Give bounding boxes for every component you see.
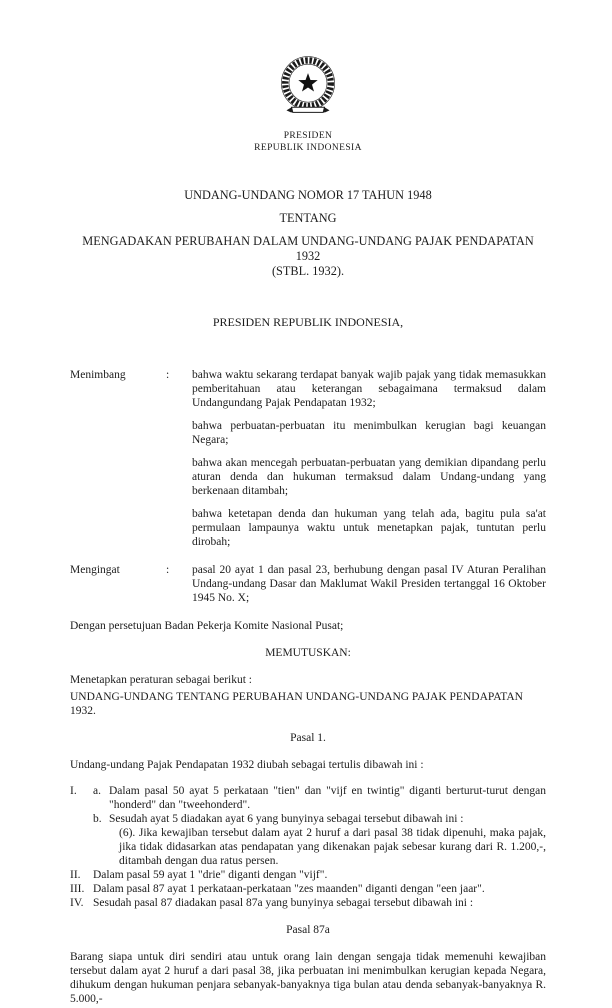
list-item-text: Dalam pasal 87 ayat 1 perkataan-perkataan "zes maanden" diganti dengan "een jaar". [93, 883, 485, 896]
memutuskan-heading: MEMUTUSKAN: [265, 647, 351, 660]
menimbang-item: bahwa perbuatan-perbuatan itu menimbulkan kerugian bagi keuangan Negara; [192, 419, 546, 446]
sub-item-body [109, 812, 546, 868]
title-line-tentang: TENTANG [279, 211, 337, 226]
pasal1-list [70, 784, 546, 910]
list-item-numeral: IV. [70, 897, 84, 910]
mengingat-label: Mengingat [70, 563, 120, 576]
document-title-block [70, 188, 546, 279]
menimbang-item: bahwa ketetapan denda dan hukuman yang telah ada, bagitu pula sa'at permulaan lampaunya waktu untuk menetapkan pajak, tuntutan perlu dirobah; [192, 507, 546, 548]
list-item-text: Sesudah pasal 87 diadakan pasal 87a yang bunyinya sebagai tersebut dibawah ini : [93, 897, 474, 910]
letterhead-presiden: PRESIDEN [283, 131, 333, 141]
agreement-line: Dengan persetujuan Badan Pekerja Komite Nasional Pusat; [70, 620, 344, 632]
title-line-stbl: (STBL. 1932). [271, 264, 345, 279]
menimbang-body [192, 368, 546, 549]
sub-item-label: b. [93, 813, 102, 826]
list-item-numeral: II. [70, 869, 81, 882]
pasal87a-heading: Pasal 87a [286, 924, 330, 937]
sub-item-text: Dalam pasal 50 ayat 5 perkataan "tien" dan "vijf en twintig" diganti berturut-turut dengan "honderd" dan "tweehonderd". [109, 785, 546, 812]
letterhead-republik: REPUBLIK INDONESIA [254, 142, 362, 153]
list-item-text: Dalam pasal 59 ayat 1 "drie" diganti dengan "vijf". [93, 869, 328, 882]
salutation: PRESIDEN REPUBLIK INDONESIA, [212, 315, 404, 330]
mengingat-text: pasal 20 ayat 1 dan pasal 23, berhubung dengan pasal IV Aturan Peralihan Undang-undang Dasar dan Maklumat Wakil Presiden tertanggal 16 Oktober 1945 No. X; [192, 563, 546, 604]
list-item-numeral: III. [70, 883, 85, 896]
list-item-body [93, 784, 546, 868]
sub-item-label: a. [93, 785, 101, 798]
law-title-line: UNDANG-UNDANG TENTANG PERUBAHAN UNDANG-UNDANG PAJAK PENDAPATAN 1932. [70, 691, 523, 718]
mengingat-body [192, 563, 546, 605]
menimbang-label: Menimbang [70, 368, 126, 381]
mengingat-section [70, 563, 546, 605]
list-item [70, 784, 546, 868]
sub-item-text: Sesudah ayat 5 diadakan ayat 6 yang bunyinya sebagai tersebut dibawah ini : [109, 813, 464, 826]
pasal1-intro: Undang-undang Pajak Pendapatan 1932 diubah sebagai tertulis dibawah ini : [70, 759, 424, 772]
list-item [70, 896, 546, 910]
menetapkan-line: Menetapkan peraturan sebagai berikut : [70, 674, 253, 687]
list-item [70, 882, 546, 896]
menimbang-section [70, 368, 546, 549]
sub-item [93, 784, 546, 812]
sub-item-clause: (6). Jika kewajiban tersebut dalam ayat 2 huruf a dari pasal 38 tidak dipenuhi, maka pajak, jika tidak didasarkan atas pendapatan yang dikenakan pajak sebesar kurang dari R. 1.200,-, ditambah dengan dua ratus persen. [119, 827, 546, 868]
menimbang-item: bahwa waktu sekarang terdapat banyak wajib pajak yang tidak memasukkan pemberitahuan atau keterangan sebagaimana termaksud dalam Undangundang Pajak Pendapatan 1932; [192, 368, 546, 409]
mengingat-colon: : [166, 563, 170, 576]
star-wreath-emblem-icon [270, 46, 346, 128]
list-item-numeral: I. [70, 785, 77, 798]
title-line-number: UNDANG-UNDANG NOMOR 17 TAHUN 1948 [184, 188, 432, 203]
pasal1-heading: Pasal 1. [290, 732, 326, 745]
list-item [70, 868, 546, 882]
pasal87a-text: Barang siapa untuk diri sendiri atau untuk orang lain dengan sengaja tidak memenuhi kewajiban tersebut dalam ayat 2 huruf a dari pasal 38, jika perbuatan ini menimbulkan kerugian kepada Negara, dihukum dengan hukuman penjara sebanyak-banyaknya tiga bulan atau denda sebanyak-banyaknya R. 5.000,- [70, 951, 546, 1006]
menimbang-colon: : [166, 368, 170, 381]
title-line-subject: MENGADAKAN PERUBAHAN DALAM UNDANG-UNDANG PAJAK PENDAPATAN 1932 [82, 234, 534, 264]
menimbang-item: bahwa akan mencegah perbuatan-perbuatan yang demikian dipandang perlu aturan denda dan hukuman termaksud dalam Undang-undang yang berkenaan ditambah; [192, 456, 546, 497]
letterhead [70, 46, 546, 154]
sub-item [93, 812, 546, 868]
